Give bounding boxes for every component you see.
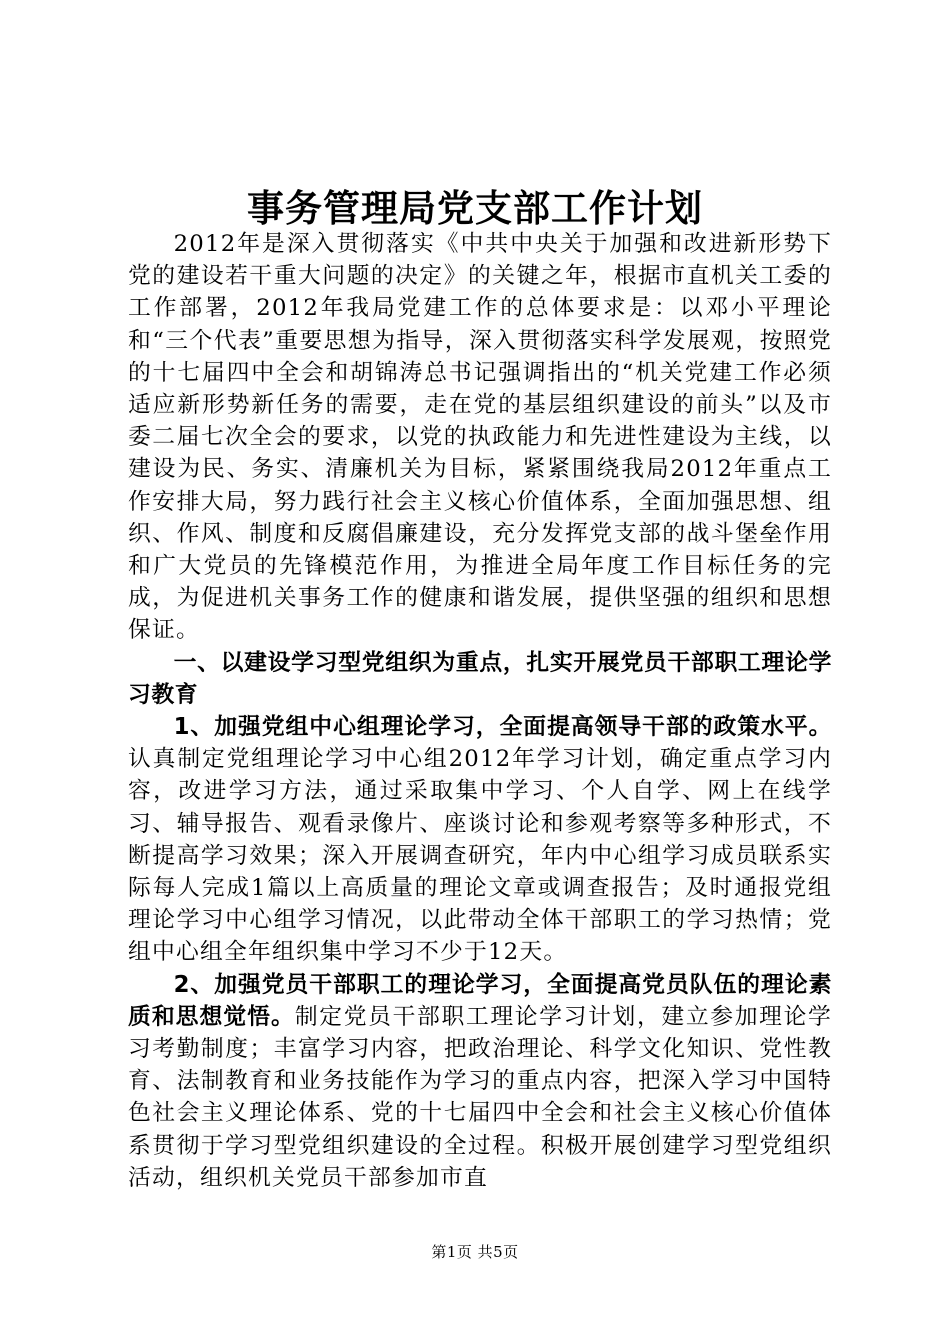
item-2-paragraph: [128, 969, 832, 1194]
item-1-paragraph: [128, 711, 832, 969]
item-1-lead: 1、加强党组中心组理论学习，全面提高领导干部的政策水平。: [173, 714, 832, 741]
item-1-text: 认真制定党组理论学习中心组2012年学习计划，确定重点学习内容，改进学习方法，通过采取集中学习、个人自学、网上在线学习、辅导报告、观看录像片、座谈讨论和参观考察等多种形式，不断提高学习效果；深入开展调查研究，年内中心组学习成员联系实际每人完成1篇以上高质量的理论文章或调查报告；及时通报党组理论学习中心组学习情况，以此带动全体干部职工的学习热情；党组中心组全年组织集中学习不少于12天。: [128, 746, 832, 966]
page-footer: 第1页 共5页: [431, 1243, 519, 1261]
document-body: [128, 228, 832, 1194]
section-heading-1: 一、以建设学习型党组织为重点，扎实开展党员干部职工理论学习教育: [128, 649, 832, 708]
item-2-lead: 2、加强党员干部职工的理论学习，全面提高党员队伍的理论素质和思想觉悟。: [128, 971, 832, 1030]
document-title: 事务管理局党支部工作计划: [247, 186, 703, 230]
item-2-text: 制定党员干部职工理论学习计划，建立参加理论学习考勤制度；丰富学习内容，把政治理论、科学文化知识、党性教育、法制教育和业务技能作为学习的重点内容，把深入学习中国特色社会主义理论体系、党的十七届四中全会和社会主义核心价值体系贯彻于学习型党组织建设的全过程。积极开展创建学习型党组织活动，组织机关党员干部参加市直: [128, 1003, 833, 1191]
intro-paragraph: 2012年是深入贯彻落实《中共中央关于加强和改进新形势下党的建设若干重大问题的决定》的关键之年，根据市直机关工委的工作部署，2012年我局党建工作的总体要求是：以邓小平理论和“三个代表”重要思想为指导，深入贯彻落实科学发展观，按照党的十七届四中全会和胡锦涛总书记强调指出的“机关党建工作必须适应新形势新任务的需要，走在党的基层组织建设的前头”以及市委二届七次全会的要求，以党的执政能力和先进性建设为主线，以建设为民、务实、清廉机关为目标，紧紧围绕我局2012年重点工作安排大局，努力践行社会主义核心价值体系，全面加强思想、组织、作风、制度和反腐倡廉建设，充分发挥党支部的战斗堡垒作用和广大党员的先锋模范作用，为推进全局年度工作目标任务的完成，为促进机关事务工作的健康和谐发展，提供坚强的组织和思想保证。: [128, 231, 832, 644]
